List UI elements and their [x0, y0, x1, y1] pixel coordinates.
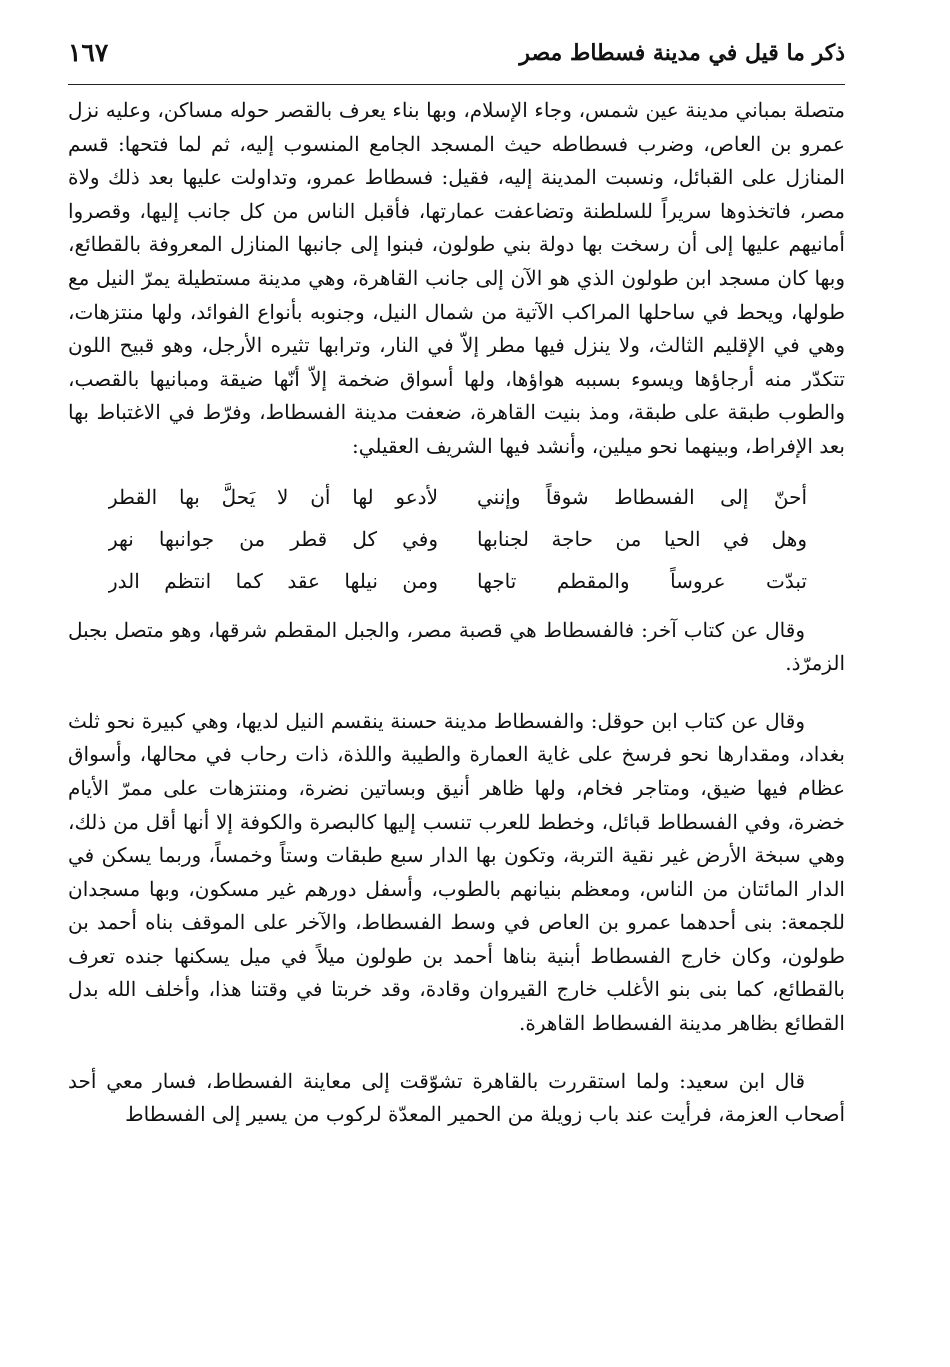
verse-2-first-hemistich: وهل في الحيا من حاجة لجنابها [477, 526, 807, 551]
paragraph-3: وقال عن كتاب ابن حوقل: والفسطاط مدينة حسنة ينقسم النيل لديها، وهي كبيرة نحو ثلث بغداد، ومقدارها نحو فرسخ على غاية العمارة والطيبة واللذة، ذات رحاب في محالها، وأسواق عظام فيها ضيق، ومتاجر فخام، ولها ظاهر أنيق وبساتين نضرة، ومنتزهات على ممرّ الأيام خضرة، وفي الفسطاط قبائل، وخطط للعرب تنسب إليها كالبصرة والكوفة إلا أنها أقل من ذلك، وهي سبخة الأرض غير نقية التربة، وتكون بها الدار سبع طبقات وستاً وخمساً، وربما يسكن في الدار المائتان من الناس، ومعظم بنيانهم بالطوب، وأسفل دورهم غير مسكون، وبها مسجدان للجمعة: بنى أحدهما عمرو بن العاص في وسط الفسطاط، والآخر على الموقف بناه أحمد بن طولون، وكان خارج الفسطاط أبنية بناها أحمد بن طولون ميلاً في ميل يسكنها جنده تعرف بالقطائع، كما بنى بنو الأغلب خارج القيروان وقادة، وقد خربتا في وقتنا هذا، وأخلف الله بدل القطائع بظاهر مدينة الفسطاط القاهرة. [68, 708, 846, 1036]
verse-1-second-hemistich: لأدعو لها أن لا يَحلَّ بها القطر [108, 484, 438, 509]
poem-verse-2 [68, 518, 845, 560]
verse-2-second-hemistich: وفي كل قطر من جوانبها نهر [108, 526, 438, 551]
verse-3-first-hemistich: تبدّت عروساً والمقطم تاجها [477, 568, 807, 593]
page-number: ١٦٧ [68, 38, 109, 67]
running-title: ذكر ما قيل في مدينة فسطاط مصر [519, 40, 845, 66]
poem-verse-1 [68, 476, 845, 518]
paragraph-4: قال ابن سعيد: ولما استقررت بالقاهرة تشوّقت إلى معاينة الفسطاط، فسار معي أحد أصحاب العزمة، فرأيت عند باب زويلة من الحمير المعدّة لركوب من يسير إلى الفسطاط [68, 1068, 845, 1127]
header-divider [68, 84, 845, 85]
paragraph-2: وقال عن كتاب آخر: فالفسطاط هي قصبة مصر، والجبل المقطم شرقها، وهو متصل بجبل الزمرّذ. [68, 617, 845, 676]
page-header [68, 36, 845, 86]
verse-3-second-hemistich: ومن نيلها عقد كما انتظم الدر [108, 568, 438, 593]
paragraph-1: متصلة بمباني مدينة عين شمس، وجاء الإسلام، وبها بناء يعرف بالقصر حوله مساكن، وعليه نزل عمرو بن العاص، وضرب فسطاطه حيث المسجد الجامع المنسوب إليه، ثم لما فتحها: قسم المنازل على القبائل، ونسبت المدينة إليه، فقيل: فسطاط عمرو، وتداولت عليها بعد ذلك ولاة مصر، فاتخذوها سريراً للسلطنة وتضاعفت عمارتها، فأقبل الناس من كل جانب إليها، وقصروا أمانيهم عليها إلى أن رسخت بها دولة بني طولون، فبنوا إلى جانبها المنازل المعروفة بالقطائع، وبها كان مسجد ابن طولون الذي هو الآن إلى جانب القاهرة، وهي مدينة مستطيلة يمرّ النيل مع طولها، ويحط في ساحلها المراكب الآتية من شمال النيل، وجنوبه بأنواع الفوائد، ولها منتزهات، وهي في الإقليم الثالث، ولا ينزل فيها مطر إلاّ في النار، وترابها تثيره الأرجل، وهو قبيح اللون تتكدّر منه أرجاؤها ويسوء بسببه هواؤها، ولها أسواق ضخمة إلاّ أنّها ضيقة ومبانيها بالقصب، والطوب طبقة على طبقة، ومذ بنيت القاهرة، ضعفت مدينة الفسطاط، وفرّط في الاغتباط بها بعد الإفراط، وبينهما نحو ميلين، وأنشد فيها الشريف العقيلي: [68, 98, 846, 458]
poem-verse-3 [68, 560, 845, 602]
poem [68, 476, 845, 602]
main-text [68, 94, 845, 1132]
verse-1-first-hemistich: أحنّ إلى الفسطاط شوقاً وإنني [477, 484, 807, 509]
